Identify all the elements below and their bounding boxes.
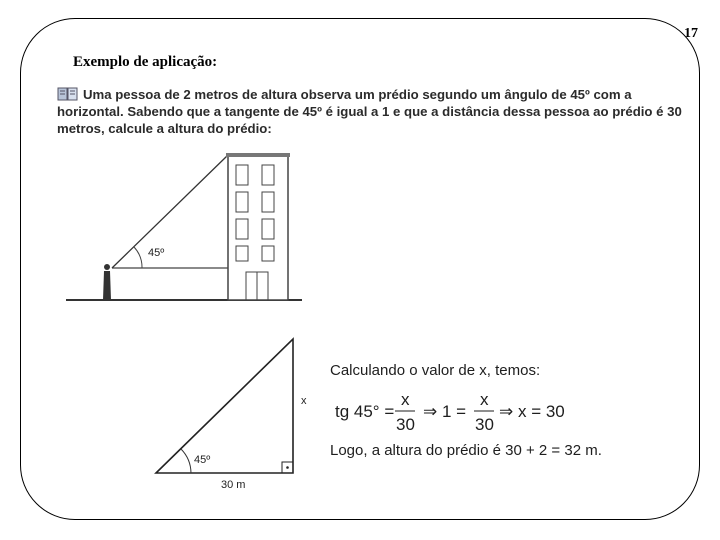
right-triangle <box>156 339 293 473</box>
person-silhouette <box>103 264 111 300</box>
problem-text: Uma pessoa de 2 metros de altura observa um prédio segundo um ângulo de 45º com a horizontal. Sabendo que a tangente de 45º é igual a 1 e que a distância dessa pessoa ao prédio é 30 metros, calcule a altura do prédio: <box>57 87 682 136</box>
fraction1-denominator: 30 <box>396 415 415 434</box>
solution-conclusion: Logo, a altura do prédio é 30 + 2 = 32 m. <box>330 442 602 459</box>
fraction2-numerator: x <box>480 390 489 409</box>
problem-statement <box>57 86 682 137</box>
sight-line <box>112 155 228 268</box>
building-figure <box>60 150 320 310</box>
fraction2-denominator: 30 <box>475 415 494 434</box>
side-x-label: x <box>301 395 307 407</box>
book-icon <box>57 86 79 102</box>
implies-1: ⇒ 1 = <box>423 402 467 421</box>
solution-intro: Calculando o valor de x, temos: <box>330 362 541 379</box>
implies-2: ⇒ x = 30 <box>499 402 565 421</box>
angle-arc <box>134 247 142 268</box>
angle-label-1: 45º <box>148 247 165 259</box>
triangle-figure <box>148 332 318 494</box>
equation-line <box>333 388 593 438</box>
building <box>226 153 290 300</box>
fraction1-numerator: x <box>401 390 410 409</box>
triangle-angle-arc <box>181 449 191 473</box>
tg-label: tg 45° = <box>335 402 395 421</box>
page-title: Exemplo de aplicação: <box>73 54 218 70</box>
base-label: 30 m <box>221 479 246 491</box>
page-number: 17 <box>684 26 698 41</box>
angle-label-2: 45º <box>194 454 211 466</box>
